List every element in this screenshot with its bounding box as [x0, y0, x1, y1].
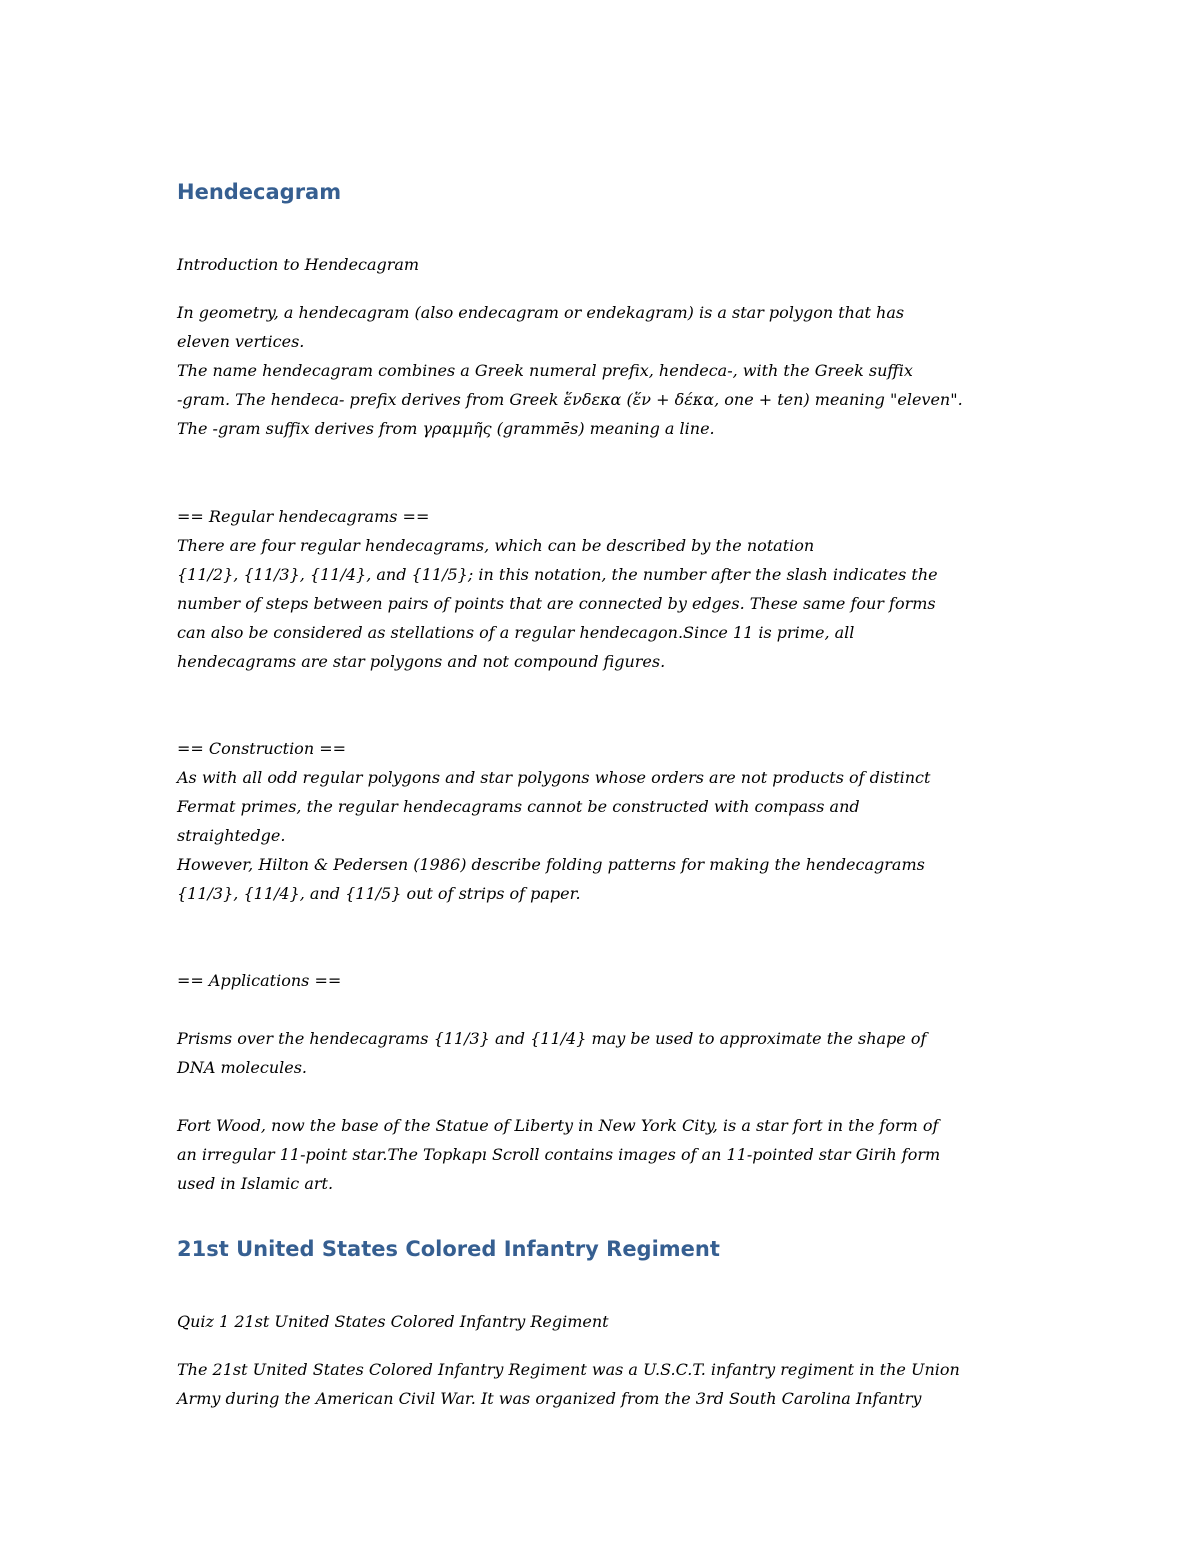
subsection-heading: == Applications == [177, 971, 342, 990]
text-line: can also be considered as stellations of a regular hendecagon.Since 11 is prime, all [177, 623, 855, 642]
text-line: As with all odd regular polygons and star polygons whose orders are not products of distinct [177, 768, 931, 787]
text-line: an irregular 11-point star.The Topkapı Scroll contains images of an 11-pointed star Girih form [177, 1145, 941, 1164]
text-line: -gram. The hendeca- prefix derives from Greek ἕνδεκα (ἕν + δέκα, one + ten) meaning "eleven". [177, 390, 963, 409]
paragraph-construction [177, 734, 1037, 908]
text-line: Fermat primes, the regular hendecagrams cannot be constructed with compass and [177, 797, 860, 816]
text-line: DNA molecules. [177, 1058, 308, 1077]
subsection-heading: == Construction == [177, 739, 347, 758]
section-heading [177, 1237, 1037, 1261]
text-line: hendecagrams are star polygons and not compound figures. [177, 652, 666, 671]
paragraph-regiment [177, 1355, 1037, 1413]
text-line: There are four regular hendecagrams, which can be described by the notation [177, 536, 815, 555]
text-line: {11/2}, {11/3}, {11/4}, and {11/5}; in this notation, the number after the slash indicates the [177, 565, 938, 584]
heading-21st-usct: 21st United States Colored Infantry Regiment [177, 1237, 720, 1261]
intro-line [177, 1307, 1037, 1336]
paragraph-regular-hendecagrams [177, 502, 1037, 676]
text-line: Fort Wood, now the base of the Statue of Liberty in New York City, is a star fort in the form of [177, 1116, 939, 1135]
intro-line [177, 250, 1037, 279]
section-heading [177, 180, 1037, 204]
paragraph-fort-wood [177, 1111, 1037, 1198]
text-line: The 21st United States Colored Infantry Regiment was a U.S.C.T. infantry regiment in the Union [177, 1360, 960, 1379]
text-line: number of steps between pairs of points that are connected by edges. These same four forms [177, 594, 936, 613]
text-line: The name hendecagram combines a Greek numeral prefix, hendeca-, with the Greek suffix [177, 361, 913, 380]
subsection-heading: == Regular hendecagrams == [177, 507, 430, 526]
text-line: straightedge. [177, 826, 286, 845]
text-line: {11/3}, {11/4}, and {11/5} out of strips of paper. [177, 884, 581, 903]
paragraph-definition [177, 298, 1037, 443]
text-line: Prisms over the hendecagrams {11/3} and {11/4} may be used to approximate the shape of [177, 1029, 927, 1048]
text-line: However, Hilton & Pedersen (1986) describe folding patterns for making the hendecagrams [177, 855, 925, 874]
heading-hendecagram: Hendecagram [177, 180, 342, 204]
intro-quiz: Quiz 1 21st United States Colored Infantry Regiment [177, 1312, 609, 1331]
text-line: In geometry, a hendecagram (also endecagram or endekagram) is a star polygon that has [177, 303, 905, 322]
text-line: eleven vertices. [177, 332, 305, 351]
applications-heading-block [177, 966, 1037, 995]
text-line: The -gram suffix derives from γραμμῆς (grammēs) meaning a line. [177, 419, 715, 438]
text-line: used in Islamic art. [177, 1174, 334, 1193]
paragraph-dna [177, 1024, 1037, 1082]
text-line: Army during the American Civil War. It was organized from the 3rd South Carolina Infantry [177, 1389, 922, 1408]
intro-hendecagram: Introduction to Hendecagram [177, 255, 420, 274]
